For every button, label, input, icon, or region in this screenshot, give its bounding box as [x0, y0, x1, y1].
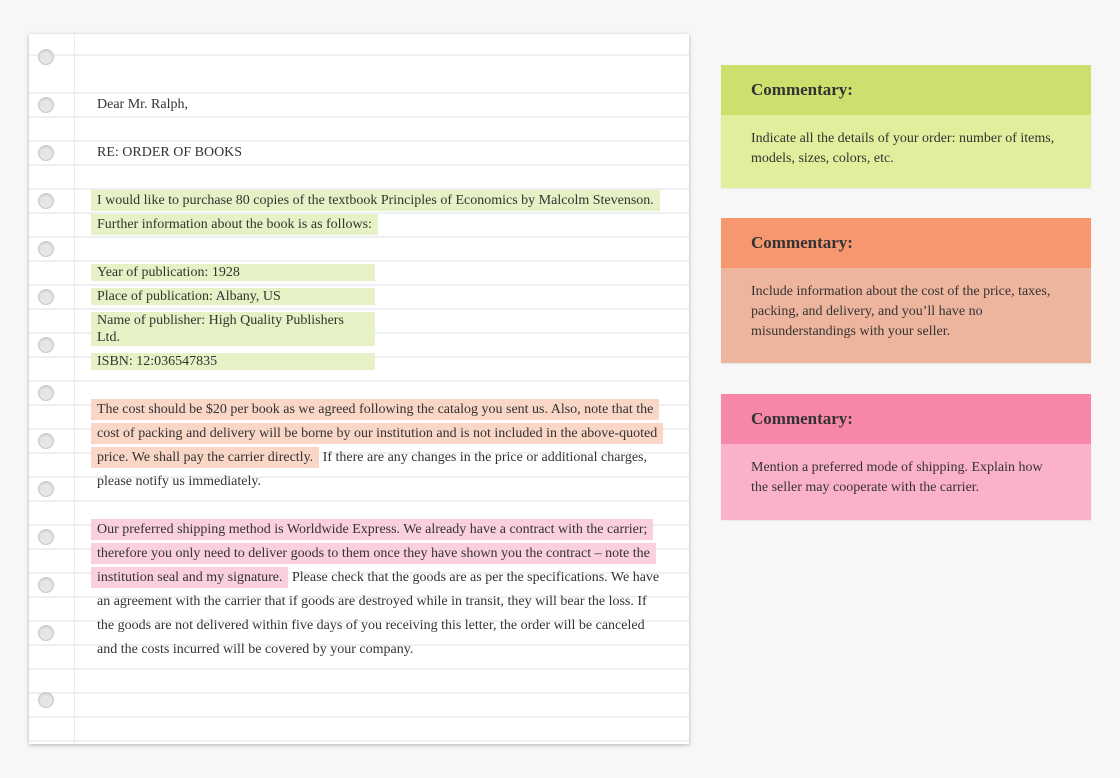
commentary-box-shipping — [721, 394, 1091, 520]
book-details — [97, 261, 665, 374]
binder-hole — [38, 625, 54, 641]
commentary-title: Commentary: — [721, 394, 1091, 444]
subject-line: RE: ORDER OF BOOKS — [97, 145, 243, 160]
binder-hole — [38, 337, 54, 353]
binder-hole — [38, 49, 54, 65]
binder-hole — [38, 97, 54, 113]
binder-hole — [38, 193, 54, 209]
commentary-text: Mention a preferred mode of shipping. Explain how the seller may cooperate with the carrier. — [721, 444, 1091, 520]
order-paragraph — [97, 189, 665, 237]
binder-hole — [38, 692, 54, 708]
shipping-rest: Please check that the goods are as per the specifications. We have an agreement with the carrier that if goods are destroyed while in transit, they will bear the loss. If the goods are not delivered within five days of you receiving this letter, the order will be canceled and the costs incurred will be covered by your company. — [97, 570, 660, 657]
letter-body — [97, 93, 665, 662]
shipping-paragraph — [97, 518, 665, 662]
binder-hole — [38, 289, 54, 305]
margin-line — [74, 34, 75, 744]
detail-place: Place of publication: Albany, US — [91, 288, 375, 305]
order-highlight: I would like to purchase 80 copies of the textbook Principles of Economics by Malcolm Stevenson. Further information about the book is as follows: — [91, 190, 660, 235]
binder-hole — [38, 577, 54, 593]
commentary-title: Commentary: — [721, 65, 1091, 115]
cost-highlight: The cost should be $20 per book as we agreed following the catalog you sent us. Also, note that the cost of packing and delivery will be borne by our institution and is not included in the above-quoted price. We shall pay the carrier directly. — [91, 399, 663, 468]
binder-hole — [38, 145, 54, 161]
shipping-highlight: Our preferred shipping method is Worldwide Express. We already have a contract with the carrier; therefore you only need to deliver goods to them once they have shown you the contract – note the institution seal and my signature. — [91, 519, 656, 588]
detail-isbn: ISBN: 12:036547835 — [91, 353, 375, 370]
detail-year: Year of publication: 1928 — [91, 264, 375, 281]
detail-publisher: Name of publisher: High Quality Publishers Ltd. — [91, 312, 375, 346]
commentary-box-cost — [721, 218, 1091, 363]
cost-paragraph — [97, 398, 665, 494]
binder-hole — [38, 529, 54, 545]
commentary-title: Commentary: — [721, 218, 1091, 268]
commentary-text: Indicate all the details of your order: number of items, models, sizes, colors, etc. — [721, 115, 1091, 188]
binder-hole — [38, 433, 54, 449]
binder-hole — [38, 385, 54, 401]
notebook-paper — [29, 34, 689, 744]
binder-hole — [38, 241, 54, 257]
binder-hole — [38, 481, 54, 497]
cost-rest: If there are any changes in the price or additional charges, please notify us immediately. — [97, 450, 647, 489]
salutation: Dear Mr. Ralph, — [97, 97, 188, 112]
commentary-box-order — [721, 65, 1091, 188]
commentary-text: Include information about the cost of the price, taxes, packing, and delivery, and you’ll have no misunderstandings with your seller. — [721, 268, 1091, 363]
